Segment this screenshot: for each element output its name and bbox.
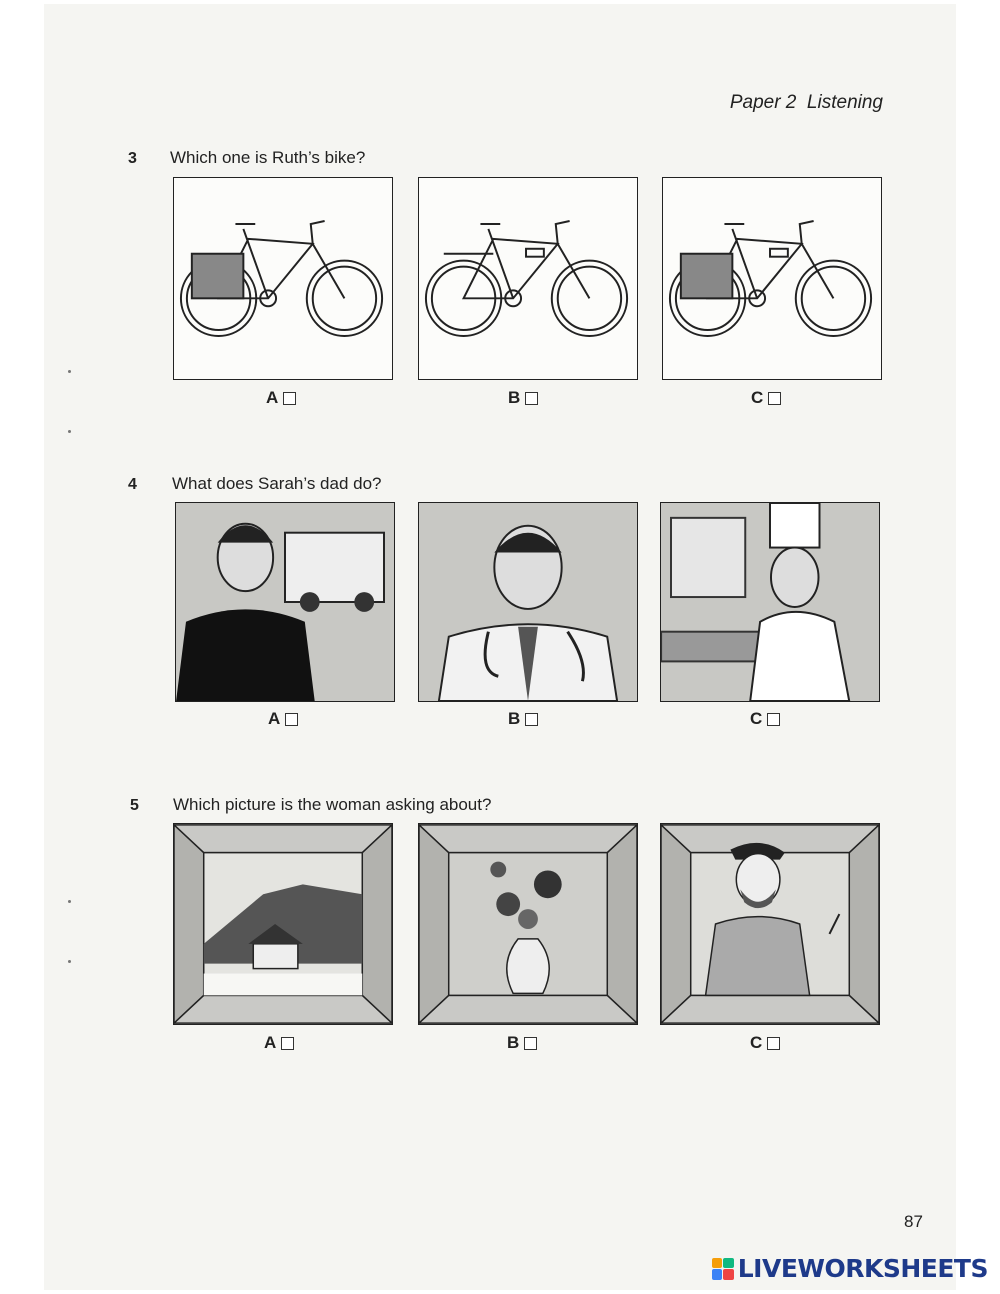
answer-checkbox[interactable] bbox=[767, 713, 780, 726]
answer-checkbox[interactable] bbox=[768, 392, 781, 405]
landscape-painting-icon bbox=[174, 824, 392, 1024]
punch-hole-mark bbox=[68, 370, 71, 373]
q4-option-a-picture bbox=[175, 502, 395, 702]
liveworksheets-logo-icon bbox=[712, 1258, 734, 1280]
paramedic-icon bbox=[176, 503, 394, 701]
q5-option-b-picture bbox=[418, 823, 638, 1025]
q4-option-b-picture bbox=[418, 502, 638, 702]
punch-hole-mark bbox=[68, 960, 71, 963]
q5-option-a[interactable] bbox=[264, 1033, 294, 1053]
option-letter: B bbox=[507, 1033, 520, 1052]
question-3-text: Which one is Ruth’s bike? bbox=[170, 148, 366, 167]
artist-painting-icon bbox=[661, 824, 879, 1024]
option-letter: C bbox=[750, 709, 763, 728]
option-letter: C bbox=[750, 1033, 763, 1052]
option-letter: C bbox=[751, 388, 764, 407]
page-number: 87 bbox=[904, 1212, 923, 1231]
q3-option-c[interactable] bbox=[751, 388, 781, 408]
question-5-number: 5 bbox=[130, 797, 139, 814]
question-3-number: 3 bbox=[128, 150, 137, 167]
brand-name: LIVEWORKSHEETS bbox=[737, 1254, 988, 1283]
answer-checkbox[interactable] bbox=[524, 1037, 537, 1050]
option-letter: B bbox=[508, 388, 521, 407]
q5-option-a-picture bbox=[173, 823, 393, 1025]
q4-option-b[interactable] bbox=[508, 709, 538, 729]
q3-option-a-picture bbox=[173, 177, 393, 380]
q5-option-b[interactable] bbox=[507, 1033, 537, 1053]
option-letter: A bbox=[264, 1033, 277, 1052]
q4-option-c-picture bbox=[660, 502, 880, 702]
question-5-text: Which picture is the woman asking about? bbox=[173, 795, 492, 814]
bike-icon bbox=[419, 178, 637, 379]
q3-option-c-picture bbox=[662, 177, 882, 380]
page-header: Paper 2 Listening bbox=[729, 92, 883, 113]
answer-checkbox[interactable] bbox=[525, 713, 538, 726]
q4-option-a[interactable] bbox=[268, 709, 298, 729]
answer-checkbox[interactable] bbox=[767, 1037, 780, 1050]
option-letter: B bbox=[508, 709, 521, 728]
bike-icon bbox=[663, 178, 881, 379]
option-letter: A bbox=[268, 709, 281, 728]
punch-hole-mark bbox=[68, 900, 71, 903]
worksheet-page bbox=[44, 4, 956, 1290]
option-letter: A bbox=[266, 388, 279, 407]
q3-option-b-picture bbox=[418, 177, 638, 380]
q3-option-b[interactable] bbox=[508, 388, 538, 408]
question-4-text: What does Sarah’s dad do? bbox=[172, 474, 382, 493]
bike-icon bbox=[174, 178, 392, 379]
answer-checkbox[interactable] bbox=[525, 392, 538, 405]
answer-checkbox[interactable] bbox=[285, 713, 298, 726]
answer-checkbox[interactable] bbox=[283, 392, 296, 405]
punch-hole-mark bbox=[68, 430, 71, 433]
liveworksheets-logo bbox=[712, 1254, 988, 1283]
q4-option-c[interactable] bbox=[750, 709, 780, 729]
chef-icon bbox=[661, 503, 879, 701]
flower-vase-painting-icon bbox=[419, 824, 637, 1024]
doctor-icon bbox=[419, 503, 637, 701]
q3-option-a[interactable] bbox=[266, 388, 296, 408]
q5-option-c-picture bbox=[660, 823, 880, 1025]
question-4-number: 4 bbox=[128, 476, 137, 493]
q5-option-c[interactable] bbox=[750, 1033, 780, 1053]
answer-checkbox[interactable] bbox=[281, 1037, 294, 1050]
